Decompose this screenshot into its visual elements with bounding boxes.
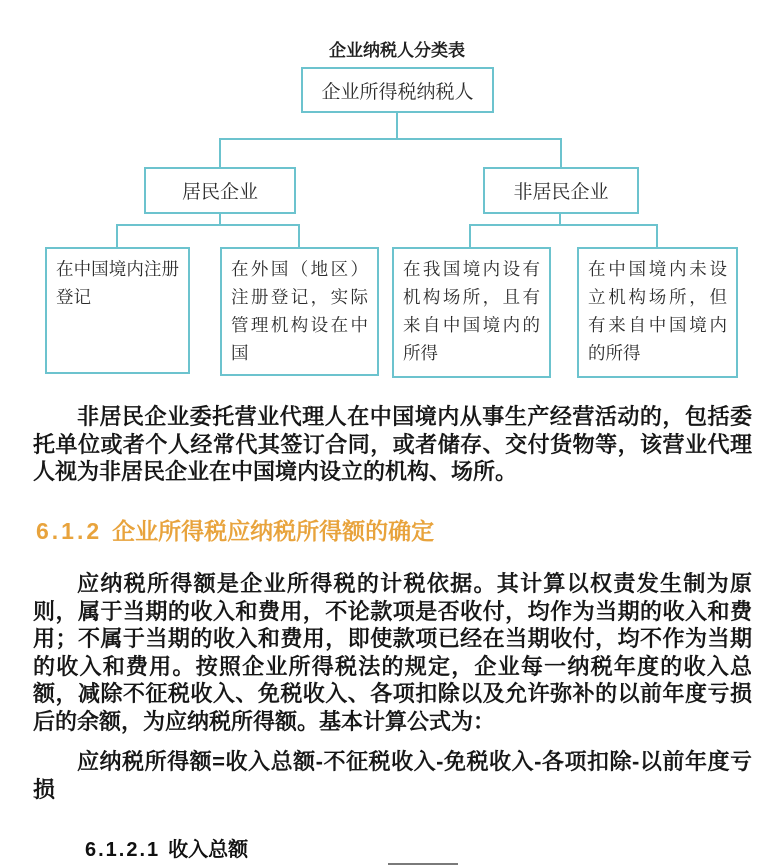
diagram-node-root: 企业所得税纳税人: [301, 67, 494, 113]
section-heading: [36, 513, 434, 546]
connector-line: [469, 224, 471, 248]
page-divider-line: [388, 863, 458, 865]
paragraph-taxable-income: 应纳税所得额是企业所得税的计税依据。其计算以权责发生制为原则，属于当期的收入和费用，不论款项是否收付，均作为当期的收入和费用；不属于当期的收入和费用，即使款项已经在当期收付，均不作为当期的收入和费用。按照企业所得税法的规定，企业每一纳税年度的收入总额，减除不征税收入、免税收入、各项扣除以及允许弥补的以前年度亏损后的余额，为应纳税所得额。基本计算公式为：: [33, 571, 752, 734]
diagram-node-establishment-in-china: 在我国境内设有机构场所，且有来自中国境内的所得: [392, 247, 551, 378]
connector-line: [219, 138, 221, 169]
subsection-heading-number: 6.1.2.1: [85, 839, 161, 861]
paragraph-business-agent: 非居民企业委托营业代理人在中国境内从事生产经营活动的，包括委托单位或者个人经常代其签订合同，或者储存、交付货物等，该营业代理人视为非居民企业在中国境内设立的机构、场所。: [33, 404, 752, 484]
diagram-title: 企业纳税人分类表: [329, 41, 465, 60]
connector-line: [219, 138, 562, 140]
formula-taxable-income: 应纳税所得额=收入总额-不征税收入-免税收入-各项扣除-以前年度亏损: [33, 749, 752, 802]
diagram-node-resident-enterprise: 居民企业: [144, 167, 296, 214]
diagram-node-registered-in-china: 在中国境内注册登记: [45, 247, 190, 374]
connector-line: [560, 138, 562, 169]
diagram-node-no-establishment: 在中国境内未设立机构场所，但有来自中国境内的所得: [577, 247, 738, 378]
connector-line: [469, 224, 658, 226]
diagram-node-nonresident-enterprise: 非居民企业: [483, 167, 639, 214]
connector-line: [116, 224, 118, 248]
connector-line: [116, 224, 300, 226]
connector-line: [656, 224, 658, 248]
section-heading-title: 企业所得税应纳税所得额的确定: [112, 518, 435, 544]
taxpayer-classification-diagram: [0, 0, 783, 395]
connector-line: [396, 112, 398, 140]
subsection-heading: [85, 833, 248, 862]
subsection-heading-title: 收入总额: [168, 839, 249, 861]
connector-line: [298, 224, 300, 248]
diagram-node-registered-abroad: 在外国（地区）注册登记，实际管理机构设在中国: [220, 247, 379, 376]
section-heading-number: 6.1.2: [36, 518, 103, 544]
